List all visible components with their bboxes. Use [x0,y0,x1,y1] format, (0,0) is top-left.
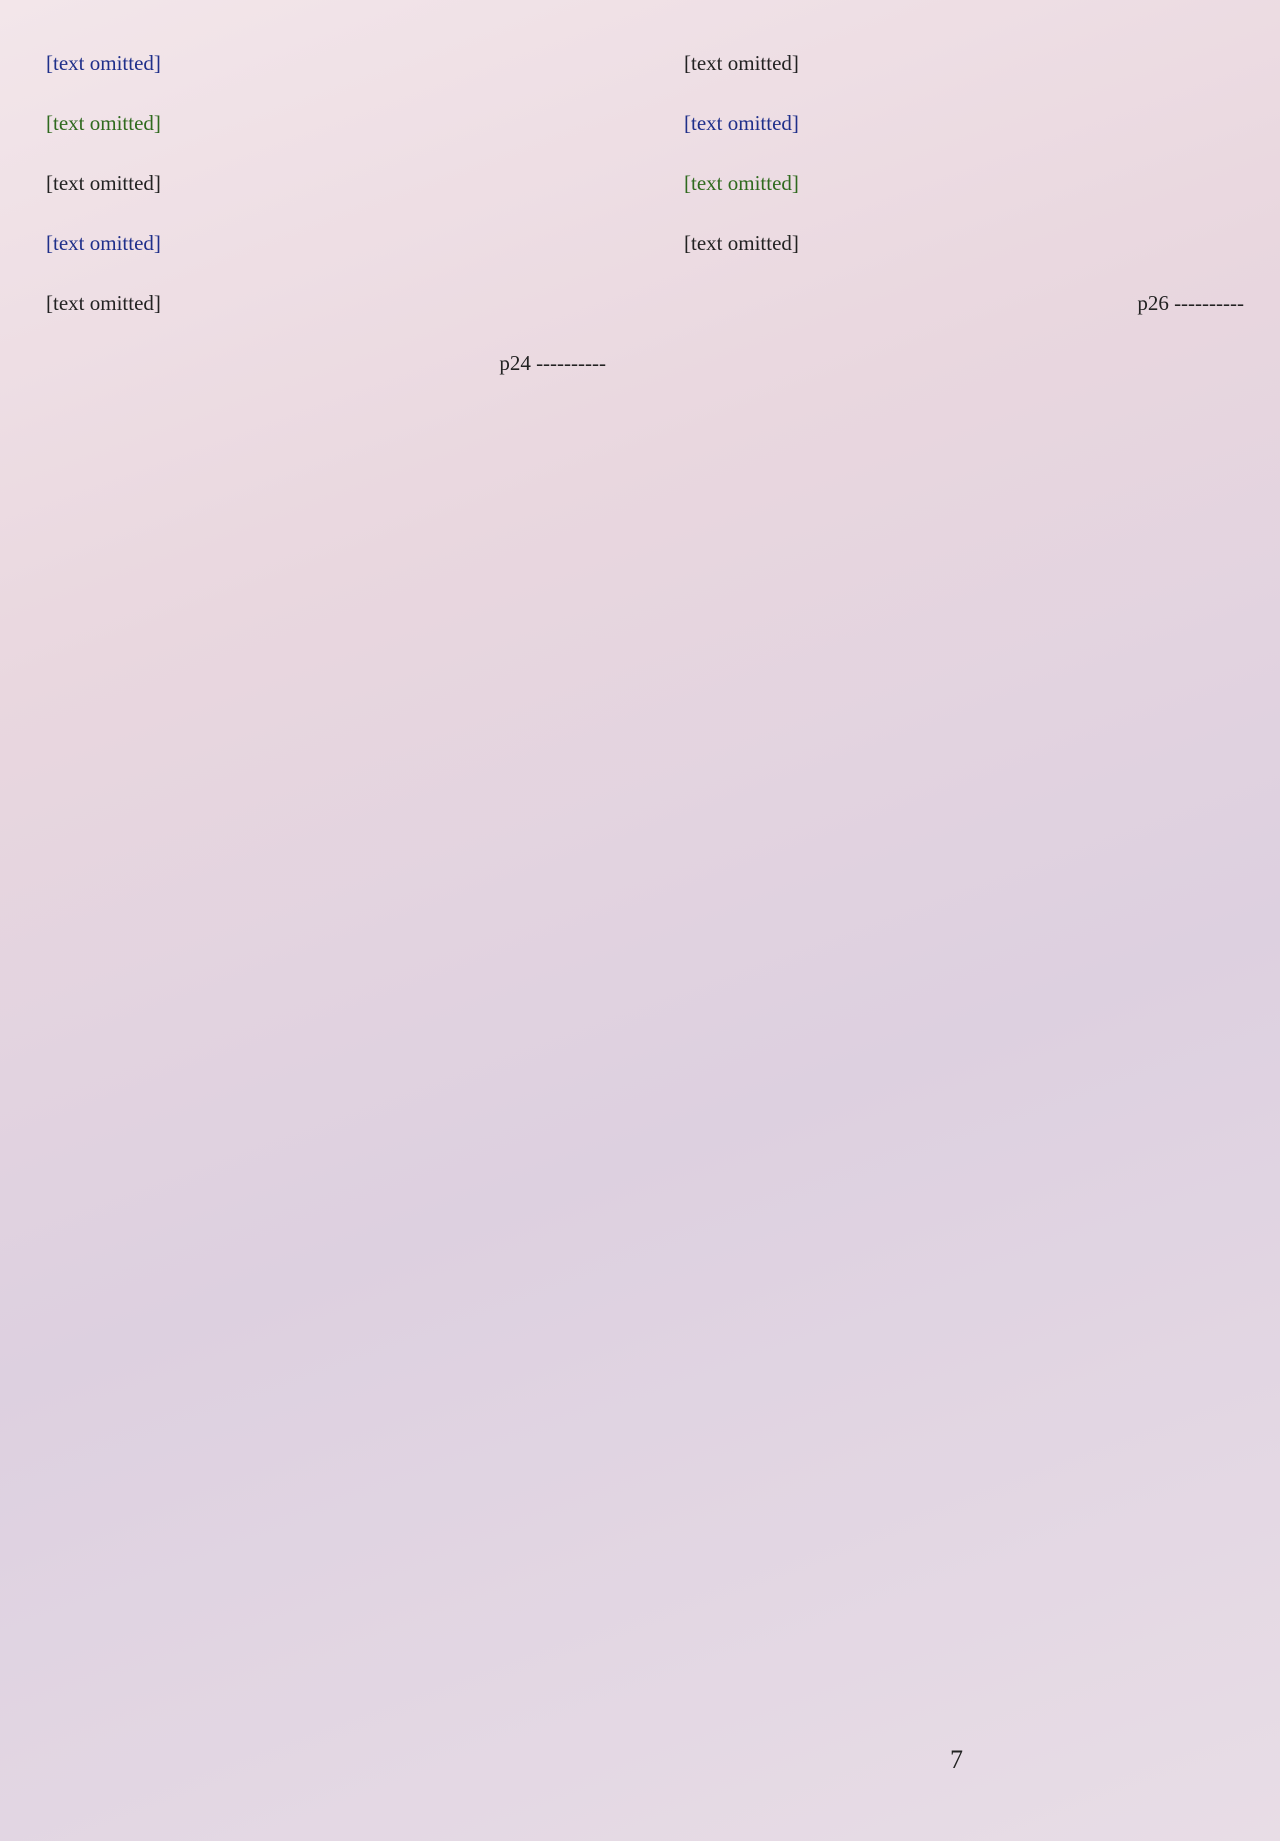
dialogue: [text omitted] [684,111,799,135]
narration: [text omitted] [46,291,161,315]
section-marker: p24 ---------- [499,351,606,375]
narration: [text omitted] [46,171,161,195]
dialogue: [text omitted] [46,231,161,255]
right-column [684,48,1244,318]
section-marker: p26 ---------- [1137,291,1244,315]
left-column [46,48,606,378]
narration: [text omitted] [684,51,799,75]
page-number: 7 [950,1745,963,1774]
narration: [text omitted] [684,231,799,255]
dialogue: [text omitted] [684,171,799,195]
dialogue: [text omitted] [46,111,161,135]
dialogue: [text omitted] [46,51,161,75]
